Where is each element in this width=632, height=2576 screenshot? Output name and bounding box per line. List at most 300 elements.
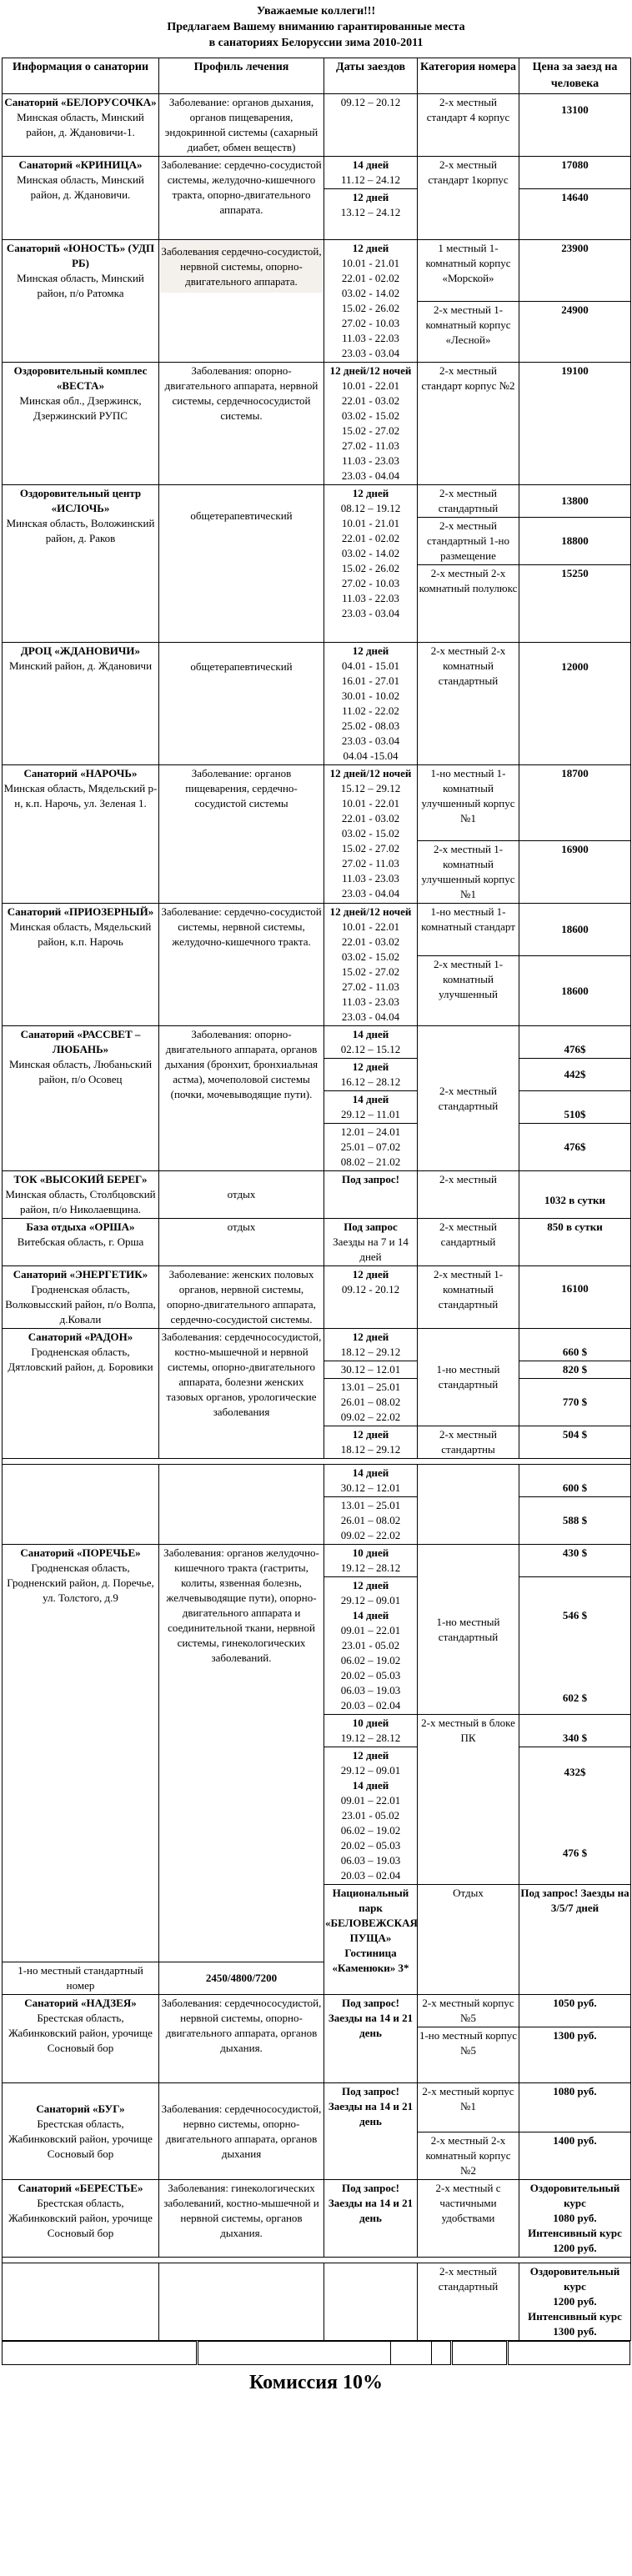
price xyxy=(519,2263,631,2341)
date-range: 19.12 – 28.12 xyxy=(340,1561,401,1574)
price: 510$ xyxy=(519,1091,631,1124)
duration: 12 дней/12 ночей xyxy=(329,767,412,779)
list-line: 1300 руб. xyxy=(553,2325,597,2338)
room-category: 2-х местный корпус №5 xyxy=(418,1995,519,2027)
sanatorium-name: Санаторий «НАДЗЕЯ» xyxy=(24,1997,137,2009)
date-list xyxy=(325,1125,416,1170)
price-group xyxy=(519,1747,631,1885)
price: 600 $ xyxy=(519,1465,631,1497)
price: 18600 xyxy=(519,904,631,956)
duration: 12 дней xyxy=(352,1428,389,1441)
room-category: 2-х местный стандарт 4 корпус xyxy=(418,94,519,157)
list-line: 22.01 - 02.02 xyxy=(341,272,400,284)
sanatorium-address: Минская область, Воложинский район, д. Раков xyxy=(6,517,155,544)
sanatorium-info xyxy=(3,1995,159,2083)
price: 15250 xyxy=(519,565,631,643)
sanatorium-address: Минский район, д. Ждановичи xyxy=(8,659,153,672)
arrival-dates: Под запрос! Заезды на 14 и 21 день xyxy=(324,1995,418,2083)
sanatorium-info xyxy=(3,765,159,904)
arrival-dates xyxy=(324,1497,418,1545)
duration: 12 дней xyxy=(352,1331,389,1343)
sanatorium-name: Оздоровительный комплес «ВЕСТА» xyxy=(13,364,148,392)
empty-cell xyxy=(3,2342,198,2365)
arrival-dates xyxy=(324,1426,418,1459)
date-range: 09.12 - 20.12 xyxy=(341,1283,400,1296)
empty-cell xyxy=(432,2342,452,2365)
price: 18600 xyxy=(519,956,631,1026)
table-row xyxy=(3,2263,631,2341)
duration: 12 дней xyxy=(352,242,389,254)
room-category: 1-но местный корпус №5 xyxy=(418,2027,519,2083)
sanatorium-address: Гродненская область, Гродненский район, д. Поречье, ул. Толстого, д.9 xyxy=(7,1561,154,1604)
list-line: 03.02 - 14.02 xyxy=(341,547,400,559)
price: 1032 в сутки xyxy=(519,1171,631,1219)
treatment-profile: Отдых xyxy=(418,1885,519,1995)
table-row xyxy=(3,765,631,841)
room-category: 1-но местный стандартный xyxy=(418,1545,519,1715)
arrival-dates xyxy=(324,765,418,904)
list-line: 27.02 - 11.03 xyxy=(342,980,399,993)
price: 476$ xyxy=(519,1124,631,1171)
treatment-profile: Заболевания: опорно-двигательного аппарата, нервной системы, сердечнососудистой системы. xyxy=(159,363,324,485)
greeting: Уважаемые коллеги!!! xyxy=(256,5,376,18)
sanatorium-name: ТОК «ВЫСОКИЙ БЕРЕГ» xyxy=(13,1173,148,1185)
date-list xyxy=(325,1075,416,1090)
price: 24900 xyxy=(519,301,631,363)
list-line: 08.12 – 19.12 xyxy=(340,502,401,514)
season-line: в санаториях Белоруссии зима 2010-2011 xyxy=(208,37,424,49)
page-break-line xyxy=(3,2258,631,2263)
treatment-profile: Заболевание: женских половых органов, нервной системы, опорно-двигательного аппарата, сердечно-сосудистой системы. xyxy=(159,1266,324,1329)
list-line: 30.12 – 12.01 xyxy=(340,1363,401,1376)
table-row xyxy=(3,1266,631,1329)
list-line: 09.02 – 22.02 xyxy=(340,1411,401,1423)
list-line: Оздоровительный курс xyxy=(529,2182,620,2209)
duration: 12 дней/12 ночей xyxy=(329,364,412,377)
sanatorium-address: Минская область, Столбцовский район, п/о Николаевщина. xyxy=(5,1188,156,1215)
sanatorium-info xyxy=(3,1545,159,1962)
duration: 12 дней xyxy=(352,191,389,203)
request-note: Под запрос xyxy=(344,1220,398,1233)
room-category: 2-х местный стандартный xyxy=(418,2263,519,2341)
price: 820 $ xyxy=(519,1361,631,1379)
treatment-profile: Заболевания: гинекологических заболеваний, костно-мышечной и нервной системы, органов дыхания. xyxy=(159,2180,324,2258)
commission-note: Комиссия 10% xyxy=(248,2372,384,2393)
table-row xyxy=(3,157,631,189)
list-line: 12.01 – 24.01 xyxy=(340,1125,401,1138)
list-line: Оздоровительный курс xyxy=(529,2265,620,2293)
date-list xyxy=(325,1107,416,1122)
col-header-info: Информация о санатории xyxy=(3,58,159,94)
sanatorium-address: Брестская область, Жабинковский район, урочище Сосновый бор xyxy=(8,2117,153,2160)
price-lines xyxy=(520,2181,629,2256)
arrival-dates xyxy=(324,363,418,485)
empty-cell xyxy=(3,2263,159,2341)
table-row xyxy=(3,363,631,485)
room-category: 2-х местный 1-комнатный улучшенный корпус №1 xyxy=(418,841,519,904)
list-line: 1200 руб. xyxy=(553,2295,597,2308)
room-category: 2-х местный 2-х комнатный полулюкс xyxy=(418,565,519,643)
list-line: 10.01 - 22.01 xyxy=(341,797,400,809)
list-line: 15.12 – 29.12 xyxy=(340,782,401,794)
page-break xyxy=(3,1459,631,1465)
sanatorium-price-table xyxy=(2,58,631,2341)
date-list xyxy=(325,378,416,484)
treatment-profile: отдых xyxy=(159,1171,324,1219)
table-header-row xyxy=(3,58,631,94)
price: 340 $ xyxy=(519,1715,631,1747)
sanatorium-address: Минская область, Минский район, д. Ждановичи. xyxy=(17,173,144,201)
treatment-profile: Заболевания: органов желудочно-кишечного тракта (гастриты, колиты, язвенная болезнь, желчевыводящие пути), опорно-двигательного аппарата и соединительной ткани, нервной системы, гинекологических заболеваний. xyxy=(159,1545,324,1962)
list-line: 03.02 - 15.02 xyxy=(341,409,400,422)
treatment-profile: общетерапевтический xyxy=(159,643,324,765)
list-line: 09.01 – 22.01 xyxy=(340,1624,401,1636)
arrival-dates xyxy=(324,485,418,643)
date-list xyxy=(325,1345,416,1360)
price: 19100 xyxy=(519,363,631,485)
price: 476$ xyxy=(519,1026,631,1059)
duration: 12 дней xyxy=(352,1060,389,1073)
price-lines xyxy=(520,2264,629,2339)
sanatorium-info xyxy=(3,94,159,157)
sanatorium-info xyxy=(3,2083,159,2180)
arrival-dates xyxy=(324,1545,418,1577)
date-list xyxy=(325,1498,416,1543)
sanatorium-info: Национальный парк «БЕЛОВЕЖСКАЯ ПУЩА» Гостиница «Каменюки» 3* xyxy=(324,1885,418,1995)
price: 1300 руб. xyxy=(519,2027,631,2083)
list-line: Интенсивный курс xyxy=(528,2227,622,2239)
room-category: 2-х местный стандартный 1-но размещение xyxy=(418,518,519,565)
list-line: Интенсивный курс xyxy=(528,2310,622,2323)
price: 13800 xyxy=(519,485,631,518)
arrival-dates xyxy=(324,1465,418,1497)
list-line: 18.12 – 29.12 xyxy=(340,1346,401,1358)
list-line: 22.01 - 03.02 xyxy=(341,394,400,407)
duration: 10 дней xyxy=(352,1546,389,1559)
col-header-dates: Даты заездов xyxy=(324,58,418,94)
sanatorium-info xyxy=(3,1266,159,1329)
sanatorium-info xyxy=(3,157,159,240)
list-line: 10.01 - 21.01 xyxy=(341,517,400,529)
arrival-dates xyxy=(324,240,418,363)
room-category: 2-х местный в блоке ПК xyxy=(418,1715,519,1885)
sanatorium-name: Санаторий «БЕРЕСТЬЕ» xyxy=(18,2182,143,2194)
price: 18800 xyxy=(519,518,631,565)
list-line: 20.02 – 05.03 xyxy=(340,1669,401,1681)
room-category: 2-х местный стандартный xyxy=(418,1026,519,1171)
date-range: 29.12 – 09.01 xyxy=(340,1594,401,1606)
arrival-dates xyxy=(324,1091,418,1124)
list-line: 10.01 - 22.01 xyxy=(341,920,400,933)
date-range: 29.12 – 09.01 xyxy=(340,1764,401,1777)
table-row xyxy=(3,1995,631,2027)
price-group xyxy=(519,1577,631,1715)
table-row xyxy=(3,1219,631,1266)
treatment-profile xyxy=(159,240,324,363)
treatment-profile: Заболевания: опорно-двигательного аппарата, органов дыхания (бронхит, бронхиальная астма), мочеполовой системы (почки, мочевыводящие пути). xyxy=(159,1026,324,1171)
list-line: 27.02 - 11.03 xyxy=(342,857,399,870)
sanatorium-name: Санаторий «РАССВЕТ – ЛЮБАНЬ» xyxy=(20,1028,141,1055)
price: 546 $ xyxy=(562,1609,588,1621)
room-category: 2-х местный xyxy=(418,1171,519,1219)
date-list xyxy=(325,1442,416,1457)
list-line: 08.02 – 21.02 xyxy=(340,1155,401,1168)
arrival-dates xyxy=(324,1379,418,1426)
price: 17080 xyxy=(519,157,631,189)
room-category: 1-но местный 1-комнатный стандарт xyxy=(418,904,519,956)
date-list xyxy=(325,256,416,361)
duration: 14 дней xyxy=(352,1779,389,1792)
room-category: 2-х местный с частичными удобствами xyxy=(418,2180,519,2258)
list-line: 13.01 – 25.01 xyxy=(340,1381,401,1393)
price: 16900 xyxy=(519,841,631,904)
arrival-dates xyxy=(324,157,418,189)
sanatorium-address: Брестская область, Жабинковский район, урочище Сосновый бор xyxy=(8,2197,153,2239)
page-heading xyxy=(0,0,632,51)
sanatorium-name: База отдыха «ОРША» xyxy=(26,1220,135,1233)
room-category: 1-но местный стандартный xyxy=(418,1329,519,1426)
price: 476 $ xyxy=(562,1847,588,1859)
room-category-continued xyxy=(418,1465,519,1545)
room-category: 2-х местный корпус №1 xyxy=(418,2083,519,2132)
list-line: 20.03 – 02.04 xyxy=(340,1869,401,1882)
arrival-dates xyxy=(324,1026,418,1059)
table-row xyxy=(3,643,631,765)
room-category: 2-х местный стандарт 1корпус xyxy=(418,157,519,240)
list-line: 22.01 - 02.02 xyxy=(341,532,400,544)
list-line: 23.03 - 04.04 xyxy=(341,1010,400,1023)
treatment-profile: Заболевание: сердечно-сосудистой системы, нервной системы, желудочно-кишечного тракта. xyxy=(159,904,324,1026)
sanatorium-name: Санаторий «ЮНОСТЬ» (УДП РБ) xyxy=(6,242,155,269)
list-line: 16.01 - 27.01 xyxy=(341,674,400,687)
list-line: 27.02 - 11.03 xyxy=(342,439,399,452)
sanatorium-address: Брестская область, Жабинковский район, урочище Сосновый бор xyxy=(8,2012,153,2054)
list-line: 30.12 – 12.01 xyxy=(340,1481,401,1494)
price: 14640 xyxy=(519,189,631,240)
list-line: 23.01 - 05.02 xyxy=(341,1639,400,1651)
room-category: 1 местный 1-комнатный корпус «Морской» xyxy=(418,240,519,302)
sanatorium-address: Минская обл., Дзержинск, Дзержинский РУПС xyxy=(19,394,142,422)
empty-cell xyxy=(391,2342,432,2365)
list-line: 11.03 - 23.03 xyxy=(342,872,399,885)
date-range: 13.12 – 24.12 xyxy=(340,206,401,218)
list-line: 11.03 - 22.03 xyxy=(342,592,399,604)
sanatorium-name: Санаторий «ПОРЕЧЬЕ» xyxy=(20,1546,141,1559)
arrival-dates xyxy=(324,1059,418,1091)
arrival-dates xyxy=(324,1577,418,1715)
date-range: 11.12 – 24.12 xyxy=(340,173,401,186)
duration: 12 дней xyxy=(352,1579,389,1591)
list-line: 09.01 – 22.01 xyxy=(340,1794,401,1807)
price: 16100 xyxy=(519,1266,631,1329)
list-line: 29.12 – 11.01 xyxy=(340,1108,401,1120)
date-list xyxy=(325,1623,416,1713)
treatment-profile-text: Заболевания сердечно-сосудистой, нервной системы, опорно-двигательного аппарата. xyxy=(160,241,323,293)
sanatorium-address: Витебская область, г. Орша xyxy=(17,1235,144,1248)
sanatorium-name: Санаторий «РАДОН» xyxy=(28,1331,133,1343)
table-row xyxy=(3,1171,631,1219)
arrival-dates xyxy=(324,904,418,1026)
table-row xyxy=(3,2083,631,2132)
list-line: 16.12 – 28.12 xyxy=(340,1075,401,1088)
price: 432$ xyxy=(564,1766,586,1778)
room-category: 2-х местный сандартный xyxy=(418,1219,519,1266)
room-category: 2-х местный стандартны xyxy=(418,1426,519,1459)
treatment-profile: Заболевания: сердечнососудистой, нервно системы, опорно-двигательного аппарата, органов дыхания xyxy=(159,2083,324,2180)
room-category: 1-но местный 1-комнатный улучшенный корпус №1 xyxy=(418,765,519,841)
price: 442$ xyxy=(519,1059,631,1091)
list-line: 25.01 – 07.02 xyxy=(340,1140,401,1153)
page-break-line xyxy=(3,1459,631,1465)
sanatorium-info xyxy=(3,240,159,363)
list-line: 06.02 – 19.02 xyxy=(340,1654,401,1666)
price: 2450/4800/7200 xyxy=(159,1962,324,1995)
price xyxy=(519,2180,631,2258)
sanatorium-info xyxy=(3,2180,159,2258)
room-category: 2-х местный 1-комнатный улучшенный xyxy=(418,956,519,1026)
list-line: 22.01 - 03.02 xyxy=(341,935,400,948)
list-line: 26.01 – 08.02 xyxy=(340,1514,401,1526)
price: 770 $ xyxy=(519,1379,631,1426)
date-list xyxy=(325,501,416,621)
sanatorium-info xyxy=(3,1329,159,1459)
page-break xyxy=(3,2258,631,2263)
sanatorium-info xyxy=(3,363,159,485)
list-line: 18.12 – 29.12 xyxy=(340,1443,401,1456)
list-line: 23.03 - 04.04 xyxy=(341,887,400,900)
list-line: 25.02 - 08.03 xyxy=(341,719,400,732)
arrival-dates: Под запрос! xyxy=(324,1171,418,1219)
duration: 12 дней xyxy=(352,1268,389,1280)
arrival-dates xyxy=(324,1266,418,1329)
sanatorium-address: Гродненская область, Дятловский район, д. Боровики xyxy=(8,1346,153,1373)
list-line: 13.01 – 25.01 xyxy=(340,1499,401,1511)
treatment-profile: Заболевания: сердечнососудистой, костно-мышечной и нервной системы, опорно-двигательного аппарата, болезни женских тазовых органов, урологические заболевания xyxy=(159,1329,324,1459)
price: 18700 xyxy=(519,765,631,841)
sanatorium-info xyxy=(3,485,159,643)
sanatorium-address: Минская область, Мядельский р-н, к.п. Нарочь, ул. Зеленая 1. xyxy=(3,782,158,809)
room-category: 2-х местный стандарт корпус №2 xyxy=(418,363,519,485)
arrival-dates xyxy=(324,1715,418,1747)
price: 1080 руб. xyxy=(519,2083,631,2132)
room-category: 2-х местный 1-комнатный стандартный xyxy=(418,1266,519,1329)
sanatorium-name: ДРОЦ «ЖДАНОВИЧИ» xyxy=(20,644,141,657)
list-line: 10.01 - 22.01 xyxy=(341,379,400,392)
price: 602 $ xyxy=(562,1691,588,1704)
arrival-dates xyxy=(324,1329,418,1361)
treatment-profile: общетерапевтический xyxy=(159,485,324,643)
list-line: 22.01 - 03.02 xyxy=(341,812,400,824)
list-line: 20.03 – 02.04 xyxy=(340,1699,401,1711)
arrival-dates xyxy=(324,1747,418,1885)
sanatorium-info-continued xyxy=(3,1465,159,1545)
sanatorium-address: Минская область, Мядельский район, к.п. Нарочь xyxy=(9,920,152,948)
empty-cell xyxy=(508,2342,630,2365)
sanatorium-info xyxy=(3,1171,159,1219)
list-line: 23.03 - 03.04 xyxy=(341,607,400,619)
room-category: 2-х местный стандартный xyxy=(418,485,519,518)
list-line: 15.02 - 27.02 xyxy=(341,965,400,978)
arrival-dates: Под запрос! Заезды на 3/5/7 дней xyxy=(519,1885,631,1995)
list-line: 27.02 - 10.03 xyxy=(341,317,400,329)
sanatorium-name: Оздоровительный центр «ИСЛОЧЬ» xyxy=(19,487,142,514)
price: 430 $ xyxy=(519,1545,631,1577)
price: 13100 xyxy=(519,94,631,157)
arrival-dates xyxy=(324,1124,418,1171)
arrival-dates: 09.12 – 20.12 xyxy=(324,94,418,157)
date-list xyxy=(325,1042,416,1057)
arrival-dates xyxy=(324,1361,418,1379)
col-header-price: Цена за заезд на человека xyxy=(519,58,631,94)
duration: 14 дней xyxy=(352,1609,389,1621)
arrival-dates xyxy=(324,189,418,240)
duration: 12 дней xyxy=(352,1749,389,1762)
room-category: 2-х местный 2-х комнатный стандартный xyxy=(418,643,519,765)
list-line: 27.02 - 10.03 xyxy=(341,577,400,589)
room-category: 2-х местный 2-х комнатный корпус №2 xyxy=(418,2132,519,2180)
table-row xyxy=(3,1465,631,1497)
empty-cell xyxy=(198,2342,391,2365)
date-list xyxy=(325,1793,416,1883)
table-row xyxy=(3,485,631,518)
sanatorium-name: Санаторий «БЕЛОРУСОЧКА» xyxy=(4,96,157,108)
arrival-note: Заезды на 7 и 14 дней xyxy=(333,1235,409,1263)
treatment-profile: Заболевания: сердечнососудистой, нервной системы, опорно-двигательного аппарата, органов дыхания. xyxy=(159,1995,324,2083)
list-line: 1200 руб. xyxy=(553,2242,597,2254)
table-row xyxy=(3,1026,631,1059)
list-line: 11.02 - 22.02 xyxy=(342,704,399,717)
list-line: 23.01 - 05.02 xyxy=(341,1809,400,1822)
list-line: 02.12 – 15.12 xyxy=(340,1043,401,1055)
list-line: 1080 руб. xyxy=(553,2212,597,2224)
col-header-room: Категория номера xyxy=(418,58,519,94)
room-category: 2-х местный 1-комнатный корпус «Лесной» xyxy=(418,301,519,363)
price: 1050 руб. xyxy=(519,1995,631,2027)
treatment-profile-continued xyxy=(159,1465,324,1545)
sanatorium-name: Санаторий «НАРОЧЬ» xyxy=(23,767,138,779)
list-line: 03.02 - 15.02 xyxy=(341,827,400,839)
sanatorium-address: Гродненская область, Волковысский район, п/о Волпа, д.Ковали xyxy=(5,1283,156,1326)
sanatorium-info xyxy=(3,904,159,1026)
date-list xyxy=(325,781,416,901)
treatment-profile: отдых xyxy=(159,1219,324,1266)
list-line: 15.02 - 27.02 xyxy=(341,842,400,854)
list-line: 10.01 - 21.01 xyxy=(341,257,400,269)
treatment-profile: Заболевание: сердечно-сосудистой системы, желудочно-кишечного тракта, опорно-двигательного аппарата. xyxy=(159,157,324,240)
price: 12000 xyxy=(519,643,631,765)
table-row xyxy=(3,94,631,157)
sanatorium-address: Минская область, Любаньский район, п/о Осовец xyxy=(8,1058,153,1085)
date-list xyxy=(325,1481,416,1496)
duration: 10 дней xyxy=(352,1716,389,1729)
list-line: 26.01 – 08.02 xyxy=(340,1396,401,1408)
date-list xyxy=(325,1380,416,1425)
price: 850 в сутки xyxy=(519,1219,631,1266)
duration: 12 дней/12 ночей xyxy=(329,905,412,918)
table-row xyxy=(3,2180,631,2258)
date-list xyxy=(325,920,416,1025)
sanatorium-info xyxy=(3,1026,159,1171)
treatment-profile: Заболевание: органов дыхания, органов пищеварения, эндокринной системы (сахарный диабет, обмен веществ) xyxy=(159,94,324,157)
sanatorium-address: Минская область, Минский район, д. Ждановичи-1. xyxy=(17,111,144,138)
table-row xyxy=(3,1329,631,1361)
duration: 14 дней xyxy=(352,158,389,171)
sanatorium-name: Санаторий «ПРИОЗЕРНЫЙ» xyxy=(7,905,154,918)
list-line: 09.02 – 22.02 xyxy=(340,1529,401,1541)
list-line: 11.03 - 22.03 xyxy=(342,332,399,344)
date-range: 19.12 – 28.12 xyxy=(340,1732,401,1744)
duration: 14 дней xyxy=(352,1093,389,1105)
